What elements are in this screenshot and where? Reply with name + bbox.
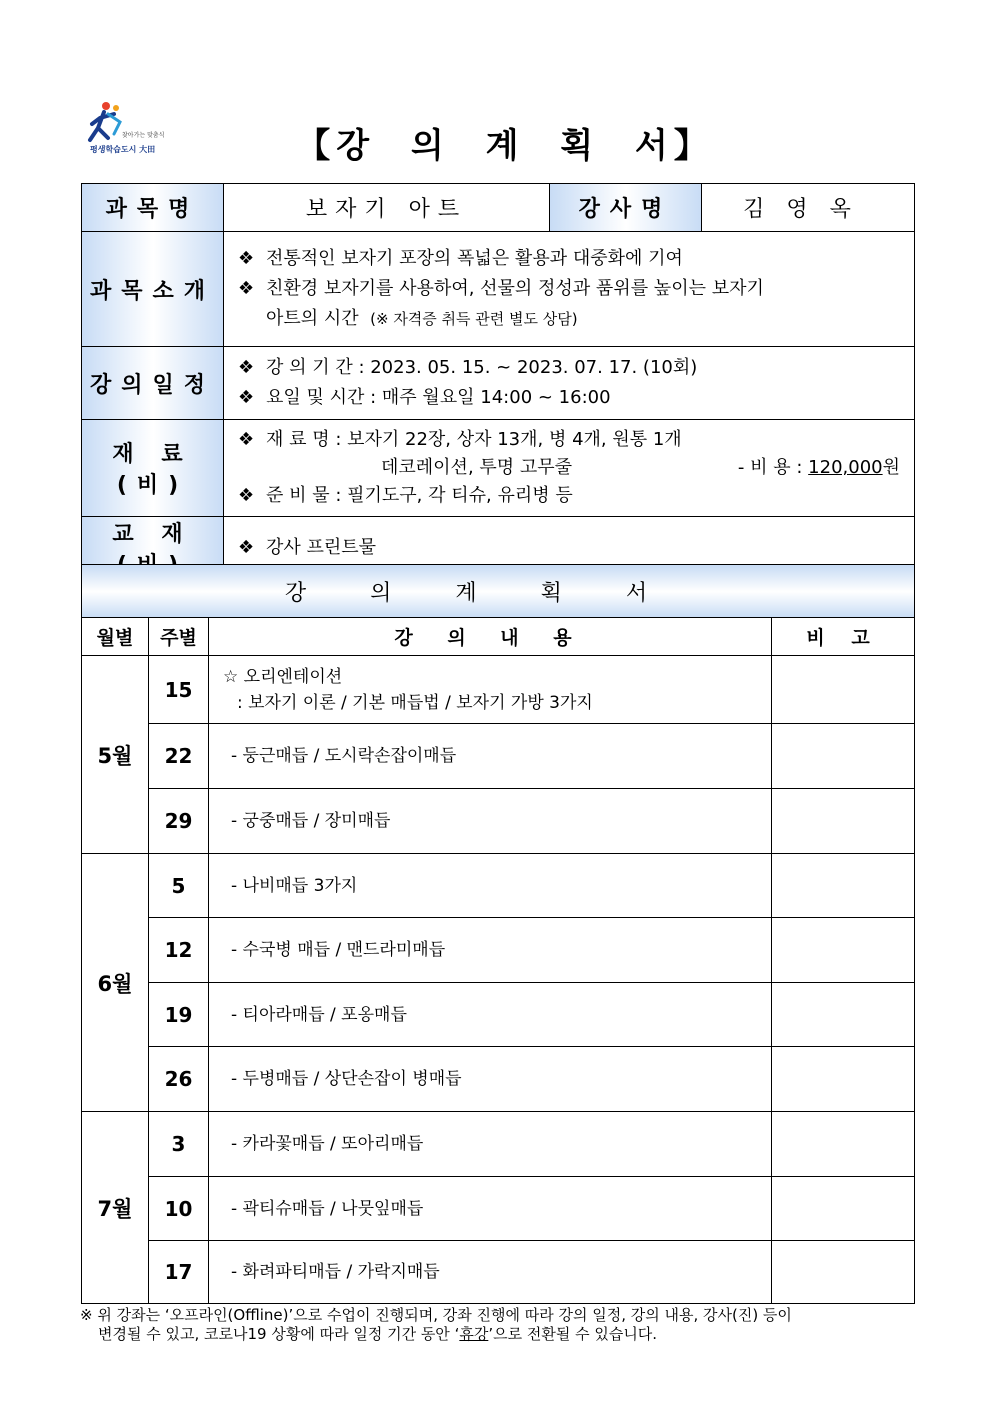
diamond-bullet-icon: ❖ [238, 485, 255, 506]
schedule-time: 요일 및 시간 : 매주 월요일 14:00 ~ 16:00 [266, 387, 611, 408]
lesson-content: - 두병매듭 / 상단손잡이 병매듭 [209, 1047, 772, 1112]
intro-label: 과목소개 [82, 232, 224, 347]
material-items: 재 료 명 : 보자기 22장, 상자 13개, 병 4개, 원통 1개 [266, 429, 682, 450]
col-month: 월별 [82, 618, 149, 656]
table-row [82, 1047, 915, 1112]
lesson-content: - 수국병 매듭 / 맨드라미매듭 [209, 918, 772, 983]
material-label: 재 료 (비) [82, 420, 224, 517]
diamond-bullet-icon: ❖ [238, 429, 255, 450]
week-number: 3 [149, 1112, 209, 1177]
note-cell [772, 1177, 915, 1241]
lesson-content: - 곽티슈매듭 / 나뭇잎매듭 [209, 1177, 772, 1241]
footnote-line-2: 변경될 수 있고, 코로나19 상황에 따라 일정 기간 동안 ‘휴강’으로 전환될 수 있습니다. [98, 1325, 658, 1343]
diamond-bullet-icon: ❖ [238, 537, 255, 558]
week-number: 15 [149, 656, 209, 724]
logo-city: 평생학습도시 大田 [90, 145, 156, 154]
textbook-label: 교 재 [82, 517, 224, 580]
table-row [82, 789, 915, 854]
note-cell [772, 918, 915, 983]
lesson-content: - 화려파티매듭 / 가락지매듭 [209, 1241, 772, 1304]
lecture-plan-table [81, 564, 915, 1304]
diamond-bullet-icon: ❖ [238, 278, 255, 299]
lesson-content: - 티아라매듭 / 포옹매듭 [209, 983, 772, 1047]
instructor-label: 강사명 [550, 184, 702, 232]
week-number: 19 [149, 983, 209, 1047]
note-cell [772, 1241, 915, 1304]
lesson-content: - 카라꽃매듭 / 또아리매듭 [209, 1112, 772, 1177]
diamond-bullet-icon: ❖ [238, 387, 255, 408]
subject-label: 과목명 [82, 184, 224, 232]
week-number: 29 [149, 789, 209, 854]
intro-note: (※ 자격증 취득 관련 별도 상담) [370, 310, 578, 328]
table-row [82, 1177, 915, 1241]
intro-line-1: 전통적인 보자기 포장의 폭넓은 활용과 대중화에 기여 [266, 248, 683, 269]
material-supplies: 준 비 물 : 필기도구, 각 티슈, 유리병 등 [266, 485, 573, 506]
schedule-period: 강 의 기 간 : 2023. 05. 15. ~ 2023. 07. 17. (10회) [266, 357, 698, 378]
material-content [224, 420, 915, 517]
course-info-table [81, 183, 915, 580]
lesson-content: - 궁중매듭 / 장미매듭 [209, 789, 772, 854]
diamond-bullet-icon: ❖ [238, 248, 255, 269]
note-cell [772, 789, 915, 854]
subject-value: 보자기 아트 [224, 184, 550, 232]
week-number: 12 [149, 918, 209, 983]
lesson-content: - 나비매듭 3가지 [209, 854, 772, 918]
note-cell [772, 724, 915, 789]
week-number: 17 [149, 1241, 209, 1304]
col-content: 강 의 내 용 [209, 618, 772, 656]
schedule-content [224, 347, 915, 420]
material-cost-value: 120,000 [808, 457, 883, 478]
intro-content [224, 232, 915, 347]
table-row [82, 918, 915, 983]
footnote-line-1: ※ 위 강좌는 ‘오프라인(Offline)’으로 수업이 진행되며, 강좌 진행에 따라 강의 일정, 강의 내용, 강사(진) 등이 [80, 1306, 792, 1324]
diamond-bullet-icon: ❖ [238, 357, 255, 378]
schedule-label: 강의일정 [82, 347, 224, 420]
page-title: 【강 의 계 획 서】 [296, 126, 714, 166]
week-number: 10 [149, 1177, 209, 1241]
plan-banner: 강의계획서 [82, 565, 915, 618]
col-note: 비 고 [772, 618, 915, 656]
material-cost: - 비 용 : 120,000원 [737, 457, 900, 478]
lesson-content: ☆ 오리엔테이션 : 보자기 이론 / 기본 매듭법 / 보자기 가방 3가지 [209, 656, 772, 724]
month-july: 7월 [82, 1112, 149, 1304]
note-cell [772, 1112, 915, 1177]
lesson-content: - 둥근매듭 / 도시락손잡이매듭 [209, 724, 772, 789]
note-cell [772, 1047, 915, 1112]
footnote-underlined: 휴강 [459, 1325, 489, 1343]
table-row [82, 724, 915, 789]
week-number: 5 [149, 854, 209, 918]
table-row [82, 854, 915, 918]
material-items-continued: 데코레이션, 투명 고무줄 [381, 457, 573, 478]
note-cell [772, 983, 915, 1047]
week-number: 26 [149, 1047, 209, 1112]
intro-line-2: 친환경 보자기를 사용하여, 선물의 정성과 품위를 높이는 보자기 [266, 278, 764, 299]
logo-slogan: 찾아가는 맞춤식 [122, 132, 165, 139]
textbook-value: 강사 프린트물 [266, 537, 377, 558]
instructor-value: 김영옥 [702, 184, 915, 232]
table-row [82, 656, 915, 724]
table-row [82, 1241, 915, 1304]
footnote [80, 1306, 910, 1344]
table-row [82, 1112, 915, 1177]
month-may: 5월 [82, 656, 149, 854]
table-row [82, 983, 915, 1047]
note-cell [772, 854, 915, 918]
month-june: 6월 [82, 854, 149, 1112]
col-week: 주별 [149, 618, 209, 656]
note-cell [772, 656, 915, 724]
intro-line-3: 아트의 시간 [266, 308, 359, 329]
star-icon: ☆ [223, 666, 239, 687]
week-number: 22 [149, 724, 209, 789]
